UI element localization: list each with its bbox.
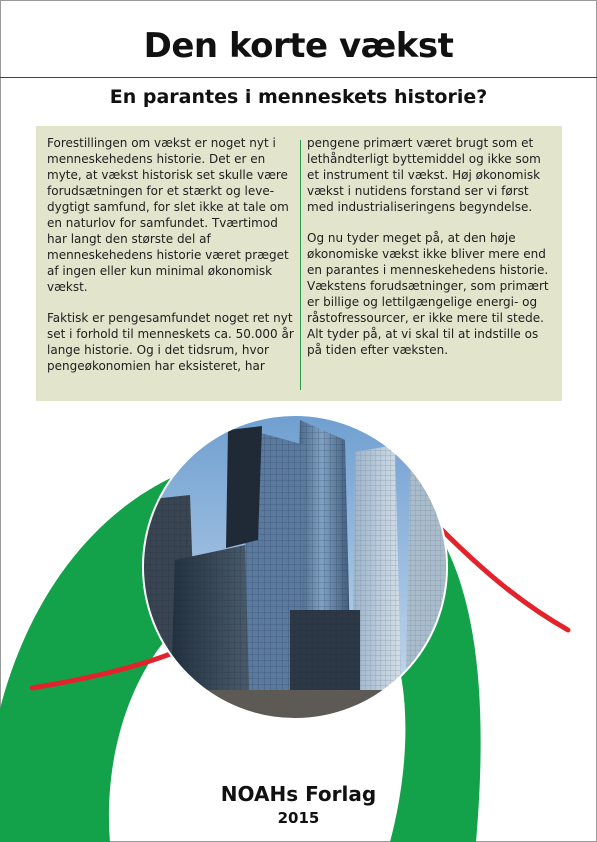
page-title: Den korte vækst: [143, 26, 454, 66]
publication-year: 2015: [277, 809, 320, 827]
paragraph: Faktisk er pengesamfundet noget ret nyt set i forhold til menneskets ca. 50.000 år lange historie. Og i det tidsrum, hvor pengeøkonomien har eksisteret, har: [47, 311, 294, 373]
paragraph: Og nu tyder meget på, at den høje økonomiske vækst ikke bliver mere end en parantes i menneskehedens historie. Vækstens forudsætninger, som primært er billige og lettilgængelige energi- og råstofressourcer, er ikke mere til stede. Alt tyder på, at vi skal til at indstille os på tiden efter væksten.: [307, 231, 549, 357]
page-subtitle: En parantes i menneskets historie?: [109, 86, 488, 108]
paragraph: Forestillingen om vækst er noget nyt i menneskehedens historie. Det er en myte, at vækst historisk set skulle være forudsætningen for et stærkt og levedygtigt samfund, for slet ikke at tale om en naturlov for samfundet. Tværtimod har langt den største del af menneskehedens historie været præget af ingen eller kun minimal økonomisk vækst.: [47, 136, 289, 294]
publisher-name: NOAHs Forlag: [220, 782, 377, 806]
paragraph: pengene primært været brugt som et lethåndterligt byttemiddel og ikke som et instrument til vækst. Høj økonomisk vækst i nutidens forstand ser vi først med industrialiseringens begyndelse.: [307, 136, 541, 214]
